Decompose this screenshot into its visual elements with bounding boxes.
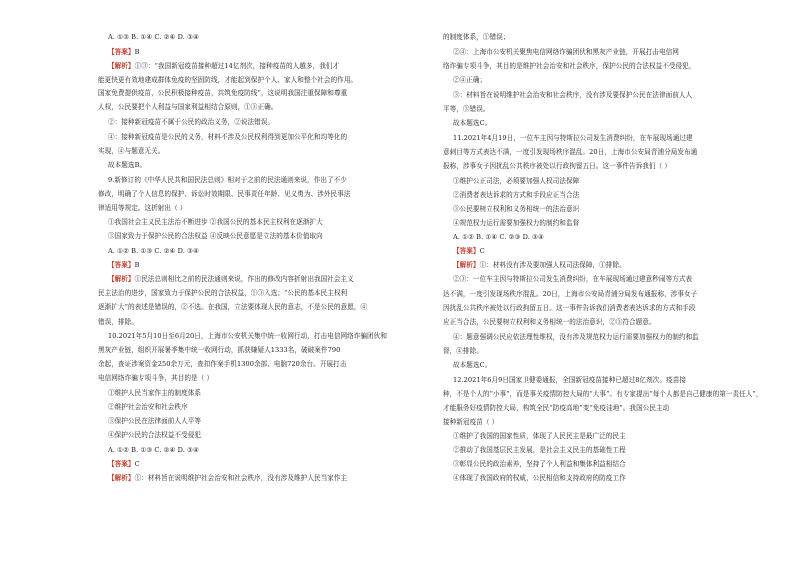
text-line: ②推动了我国基层民主发展，是社会主义民主的基础性工程 — [453, 446, 626, 454]
text-line: 逐渐扩大”的表述是错误的，②不选。在我国，立法要体现人民的意志，不是公民的意愿，④ — [98, 303, 368, 311]
text-line: 国家免费提供疫苗，公民积极接种疫苗，共筑免疫防线”，这说明我国注重保障和尊重 — [98, 89, 348, 97]
answer-line — [108, 261, 139, 270]
text-line: ④保护公民的合法权益不受侵犯 — [108, 431, 202, 439]
line-text: C — [479, 247, 485, 255]
text-line: 才能服务好疫情防控大局，构筑全民“防疫高地”变“免疫洼地”。我国公民主动 — [443, 404, 670, 412]
text-line: 达不满，一度引发现场秩序混乱。20日，上海市公安局青浦分局发布通报称，涉事女子 — [443, 290, 698, 298]
text-line: ④：接种新冠疫苗是公民的义务，材料不涉及公民权利得到更加公平化和均等化的 — [108, 133, 348, 141]
text-line: 的制度体系，①错误； — [443, 33, 510, 41]
text-line: ③保护公民在法律面前人人平等 — [108, 417, 202, 425]
answer-line — [453, 247, 485, 256]
text-line: 11.2021年4月19日，一位车主因与特斯拉公司发生消费纠纷，在车展现场通过建 — [453, 134, 693, 142]
text-line: 接种新冠疫苗（ ） — [443, 418, 499, 426]
analysis-tag: 【解析】 — [108, 474, 135, 482]
answer-line — [108, 48, 139, 57]
text-line: ②：接种新冠疫苗不属于公民的政治义务，②说法错误。 — [108, 118, 275, 126]
answer-tag: 【答案】 — [108, 261, 135, 269]
text-line: 民主法治的进步，国家致力于保护公民的合法权益，①③入选；“公民的基本民主权利 — [98, 289, 348, 297]
text-line: 9.新修订的《中华人民共和国民法总则》相对于之前的民法通则来说，作出了不少 — [108, 176, 347, 184]
text-line: 故本题选B。 — [108, 161, 147, 169]
text-line: ③公民要树立权利和义务相统一的法治意识 — [453, 205, 580, 213]
line-text: ①民法总则相比之前的民法通则来说，作出的修改内容折射出我国社会主义 — [134, 275, 354, 283]
text-line: A. ①② B. ①③ C. ②④ D. ③④ — [108, 446, 199, 454]
text-line: 种，不是个人的“小事”，而是事关疫情防控大局的“大事”。有专家提出“每个人都是自己健康的第一责任人”， — [443, 390, 763, 398]
analysis-tag: 【解析】 — [108, 62, 135, 70]
text-line: ①维护人民当家作主的制度体系 — [108, 389, 202, 397]
text-line: ②④：上海市公安机关聚焦电信网络诈骗团伙和黑灰产业链，开展打击电信网 — [453, 48, 679, 56]
text-line: 12.2021年6月9日国家卫健委通报，全国新冠疫苗接种已超过8亿剂次。疫苗接 — [453, 376, 687, 384]
text-line: 10.2021年5月10日至6月20日，上海市公安机关集中统一收网行动，打击电信网络诈骗团伙和 — [108, 332, 387, 340]
line-text: C — [134, 460, 140, 468]
text-line: ①我国社会主义民主法治不断进步 ②我国公民的基本民主权利在逐渐扩大 — [108, 218, 323, 226]
text-line: 督，④排除。 — [443, 347, 483, 355]
analysis-line — [108, 474, 347, 483]
answer-tag: 【答案】 — [453, 247, 480, 255]
line-text: B — [134, 48, 140, 56]
text-line: 意刺目等方式表达不满，一度引发现场秩序混乱。20日，上海市公安局青浦分局发布通 — [443, 148, 698, 156]
text-line: 人权，公民要把个人利益与国家利益相结合原则，①③正确。 — [98, 103, 278, 111]
text-line: 修改，明确了个人信息的保护、诉讼时效期限、民事责任年龄、见义勇为、涉外民事法 — [98, 190, 351, 198]
analysis-line — [108, 62, 339, 71]
text-line: 应正当合法，公民要树立权利和义务相统一的法治意识，②③符合题意。 — [443, 318, 656, 326]
text-line: ③彰显公民的政治素养，坚持了个人利益和集体利益相结合 — [453, 460, 626, 468]
text-line: 电信网络诈骗专项斗争，其目的是（ ） — [98, 374, 214, 382]
text-line: A. ①② B. ①③ C. ②④ D. ③④ — [108, 247, 199, 255]
text-line: 故本题选C。 — [453, 361, 492, 369]
text-line: 错误，排除。 — [98, 318, 138, 326]
answer-tag: 【答案】 — [108, 48, 135, 56]
text-line: 报称，涉事女子因扰乱公共秩序被处以行政拘留五日。这一事件告诉我们（ ） — [443, 162, 672, 170]
text-line: 余起，查证涉案资金250余万元，查扣作案手机1300余部、电脑720余台。开展打击 — [98, 360, 347, 368]
answer-line — [108, 460, 140, 469]
text-line: 律适用等规定。这折射出（ ） — [98, 204, 187, 212]
text-line: ②维护社会治安和社会秩序 — [108, 403, 188, 411]
text-line: ①维护公正司法，必须要加强人权司法保障 — [453, 177, 580, 185]
analysis-line — [453, 261, 626, 270]
text-line: ①维护了我国的国家性质，体现了人民民主是最广泛的民主 — [453, 432, 626, 440]
line-text: ①：材料旨在说明维护社会治安和社会秩序，没有涉及维护人民当家作主 — [134, 474, 348, 482]
text-line: ③：材料旨在说明维护社会治安和社会秩序，没有涉及要保护公民在法律面前人人 — [453, 91, 693, 99]
text-line: 实现，④与题意无关。 — [98, 147, 165, 155]
text-line: 故本题选C。 — [453, 119, 492, 127]
text-line: 黑灰产业链，组织开展暑季集中统一收网行动，抓获嫌疑人1333名，破破案件790 — [98, 346, 341, 354]
line-text: ①：材料没有涉及要加强人权司法保障，①排除。 — [479, 261, 626, 269]
text-line: ③国家致力于保护公民的合法权益 ④反映公民意愿是立法的基本价值取向 — [108, 232, 323, 240]
text-line: ④体现了我国政府的权威，公民相信和支持政府的防疫工作 — [453, 474, 626, 482]
answer-tag: 【答案】 — [108, 460, 135, 468]
text-line: 能更快更有效地建成群体免疫的坚固防线，才能起到保护个人、家人和整个社会的作用。 — [98, 76, 358, 84]
analysis-tag: 【解析】 — [453, 261, 480, 269]
analysis-line — [108, 275, 354, 284]
text-line: A. ①② B. ①④ C. ②③ D. ③④ — [453, 233, 544, 241]
text-line: ②消费者表达诉求的方式和手段应正当合法 — [453, 191, 580, 199]
text-line: A. ①③ B. ①④ C. ②④ D. ③④ — [108, 33, 199, 41]
line-text: ①③：“我国新冠疫苗接种超过14亿剂次，接种疫苗的人越多，我们才 — [134, 62, 340, 70]
text-line: ④：题意强调公民应依法理性维权，没有涉及规范权力运行需要加强权力的制约和监 — [453, 333, 699, 341]
line-text: B — [134, 261, 140, 269]
text-line: 平等，③错误。 — [443, 105, 490, 113]
text-line: ②③：一位车主因与特斯拉公司发生消费纠纷，在车展现场通过建意秒闹等方式表 — [453, 275, 693, 283]
text-line: ②④正确； — [453, 76, 487, 84]
analysis-tag: 【解析】 — [108, 275, 135, 283]
text-line: ④规范权力运行需要加强权力的制约和监督 — [453, 219, 580, 227]
text-line: 络诈骗专项斗争，其目的是维护社会治安和社会秩序，保护公民的合法权益不受侵犯， — [443, 62, 696, 70]
text-line: 因扰乱公共秩序被处以行政拘留五日。这一事件告诉我们消费者表达诉求的方式和手段 — [443, 304, 696, 312]
